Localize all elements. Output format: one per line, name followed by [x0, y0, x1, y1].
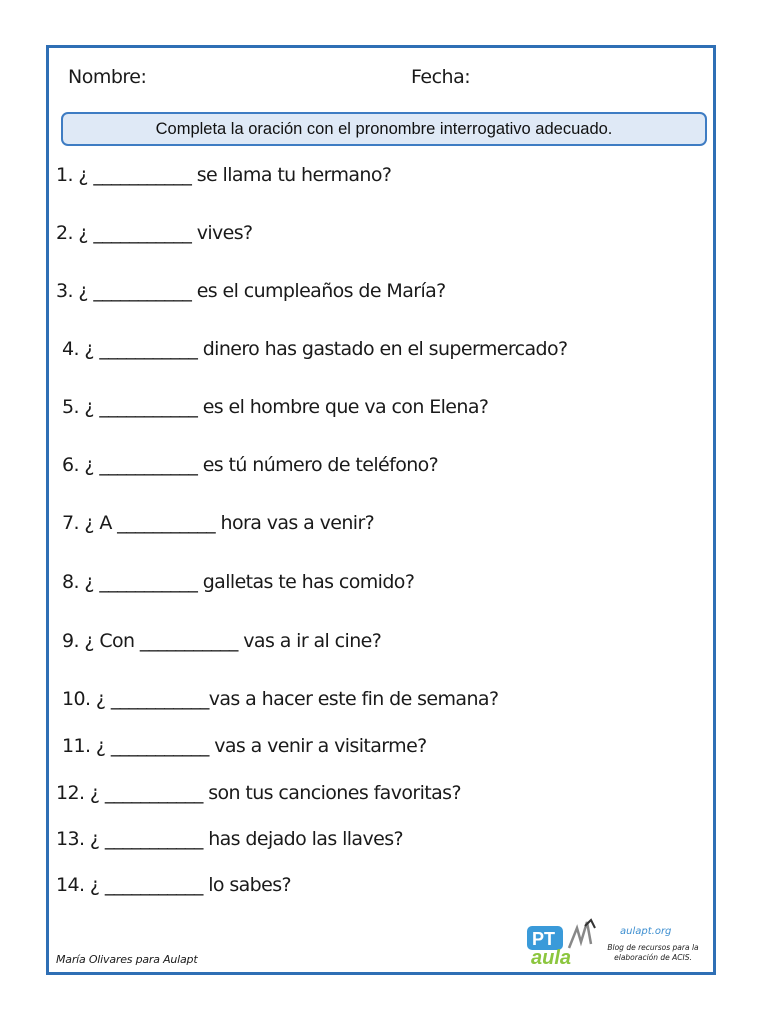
question-7: [62, 512, 374, 534]
answer-blank[interactable]: ___________: [93, 222, 192, 244]
question-14: [56, 874, 291, 896]
question-prefix: ¿: [95, 735, 106, 757]
answer-blank[interactable]: ___________: [110, 735, 209, 757]
question-text: has dejado las llaves?: [208, 828, 403, 850]
question-prefix: ¿: [84, 396, 94, 418]
question-number: 10.: [62, 688, 91, 710]
answer-blank[interactable]: ___________: [117, 512, 216, 534]
question-prefix: ¿: [78, 280, 88, 302]
date-label: Fecha:: [411, 66, 471, 88]
answer-blank[interactable]: ___________: [99, 338, 198, 360]
svg-text:aula: aula: [531, 947, 572, 968]
author-credit: María Olivares para Aulapt: [56, 953, 198, 966]
question-9: [62, 630, 381, 652]
instruction-text: Completa la oración con el pronombre interrogativo adecuado.: [155, 119, 613, 138]
question-text: vas a hacer este fin de semana?: [208, 688, 499, 710]
question-4: [62, 338, 567, 360]
question-text: es el hombre que va con Elena?: [202, 396, 489, 418]
question-text: vas a ir al cine?: [243, 630, 382, 652]
question-1: [56, 164, 391, 186]
question-number: 3.: [56, 280, 73, 302]
answer-blank[interactable]: ___________: [110, 688, 209, 710]
question-prefix: ¿: [78, 222, 88, 244]
question-3: [56, 280, 446, 302]
question-2: [56, 222, 253, 244]
question-text: se llama tu hermano?: [196, 164, 392, 186]
answer-blank[interactable]: ___________: [99, 454, 198, 476]
answer-blank[interactable]: ___________: [93, 164, 192, 186]
site-link[interactable]: aulapt.org: [620, 926, 672, 937]
question-prefix: ¿: [95, 688, 106, 710]
question-text: dinero has gastado en el supermercado?: [202, 338, 568, 360]
question-number: 13.: [56, 828, 85, 850]
question-text: vives?: [196, 222, 253, 244]
question-8: [62, 571, 414, 593]
question-text: vas a venir a visitarme?: [214, 735, 427, 757]
question-number: 6.: [62, 454, 79, 476]
question-prefix: ¿: [89, 782, 100, 804]
question-13: [56, 828, 403, 850]
logo-description: Blog de recursos para la elaboración de ACIS.: [607, 943, 699, 962]
question-number: 8.: [62, 571, 79, 593]
question-number: 11.: [62, 735, 91, 757]
question-text: galletas te has comido?: [202, 571, 415, 593]
question-number: 2.: [56, 222, 73, 244]
question-number: 4.: [62, 338, 79, 360]
question-prefix: ¿: [84, 571, 94, 593]
question-text: hora vas a venir?: [220, 512, 375, 534]
question-text: es tú número de teléfono?: [202, 454, 439, 476]
answer-blank[interactable]: ___________: [104, 782, 203, 804]
question-10: [62, 688, 498, 710]
answer-blank[interactable]: ___________: [99, 571, 198, 593]
question-prefix: ¿: [89, 874, 100, 896]
question-prefix: ¿: [78, 164, 88, 186]
question-prefix: ¿ A: [84, 512, 112, 534]
question-prefix: ¿: [89, 828, 100, 850]
name-label: Nombre:: [68, 66, 147, 88]
question-prefix: ¿: [84, 338, 94, 360]
question-5: [62, 396, 488, 418]
question-number: 7.: [62, 512, 79, 534]
question-11: [62, 735, 427, 757]
answer-blank[interactable]: ___________: [99, 396, 198, 418]
question-number: 5.: [62, 396, 79, 418]
question-prefix: ¿ Con: [84, 630, 135, 652]
answer-blank[interactable]: ___________: [104, 828, 203, 850]
question-text: lo sabes?: [208, 874, 292, 896]
question-text: es el cumpleaños de María?: [196, 280, 446, 302]
answer-blank[interactable]: ___________: [139, 630, 238, 652]
question-6: [62, 454, 438, 476]
question-number: 12.: [56, 782, 85, 804]
question-number: 9.: [62, 630, 79, 652]
instruction-box: [61, 112, 707, 146]
question-text: son tus canciones favoritas?: [208, 782, 461, 804]
question-12: [56, 782, 461, 804]
question-number: 14.: [56, 874, 85, 896]
svg-text:PT: PT: [532, 929, 556, 949]
question-prefix: ¿: [84, 454, 94, 476]
answer-blank[interactable]: ___________: [93, 280, 192, 302]
answer-blank[interactable]: ___________: [104, 874, 203, 896]
question-number: 1.: [56, 164, 73, 186]
